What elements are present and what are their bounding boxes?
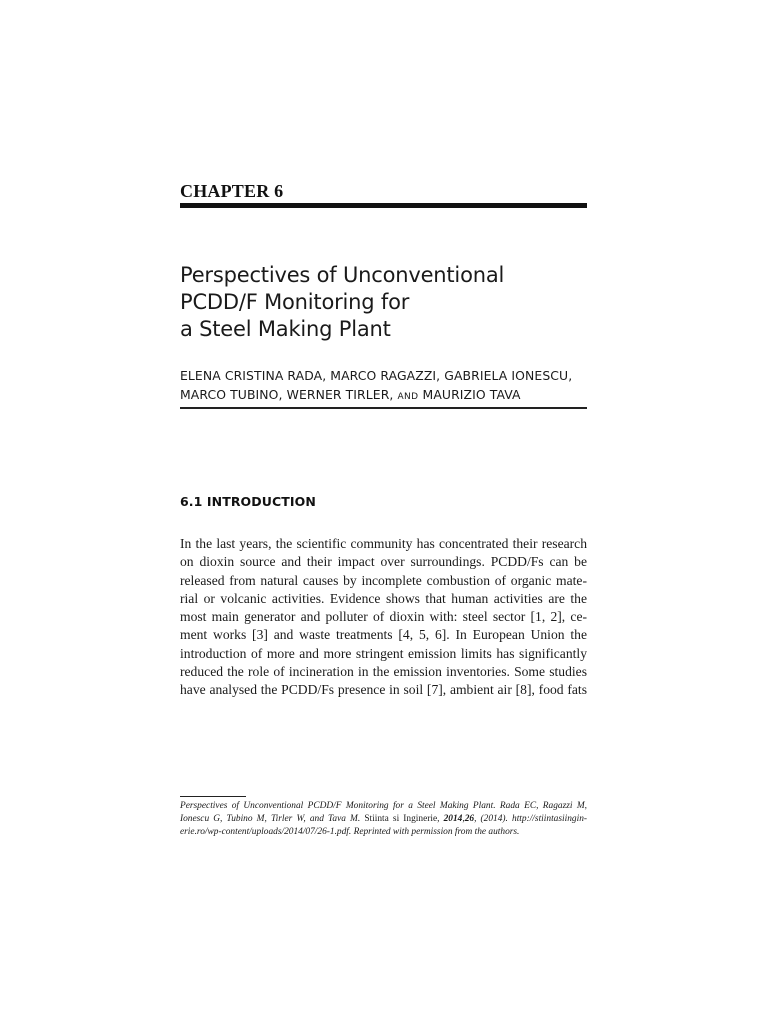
footnote-line-3: erie.ro/wp-content/uploads/2014/07/26-1.pdf. Reprinted with permission from the authors. [180, 827, 520, 837]
footnote-volume: 26 [464, 814, 475, 824]
footnote-url-start: , (2014). http://stiintasiingin- [474, 814, 588, 824]
chapter-label: CHAPTER 6 [180, 181, 284, 201]
chapter-title-line-2: PCDD/F Monitoring for [180, 290, 410, 314]
author-line-2 [180, 385, 587, 407]
author-conjunction: AND [397, 392, 419, 402]
footnote [180, 800, 587, 839]
chapter-title-line-3: a Steel Making Plant [180, 317, 391, 341]
document-page [180, 0, 587, 1024]
footnote-journal: Stiinta si Inginerie, [360, 814, 444, 824]
footnote-comma: , [462, 814, 465, 824]
paragraph-line: have analysed the PCDD/Fs presence in soil [7], ambient air [8], food fats [180, 682, 587, 698]
paragraph-line: released from natural causes by incomplete combustion of organic mate- [180, 572, 587, 588]
footnote-line-1: Perspectives of Unconventional PCDD/F Monitoring for a Steel Making Plant. Rada EC, Ragazzi M, [180, 801, 587, 811]
authors-rule [180, 407, 587, 409]
author-line-2-end: MAURIZIO TAVA [418, 387, 521, 402]
paragraph-line: most main generator and polluter of dioxin with: steel sector [1, 2], ce- [180, 609, 587, 625]
section-heading: 6.1 INTRODUCTION [180, 494, 316, 509]
body-paragraph [180, 535, 587, 700]
chapter-title [180, 262, 587, 343]
paragraph-line: ment works [3] and waste treatments [4, 5, 6]. In European Union the [180, 627, 587, 643]
footnote-rule [180, 796, 246, 797]
paragraph-line: In the last years, the scientific community has concentrated their research [180, 536, 587, 551]
paragraph-line: rial or volcanic activities. Evidence shows that human activities are the [180, 590, 587, 606]
paragraph-line: introduction of more and more stringent emission limits has significantly [180, 645, 587, 661]
paragraph-line: on dioxin source and their impact over surroundings. PCDD/Fs can be [180, 554, 587, 570]
chapter-rule [180, 203, 587, 208]
author-line-2-start: MARCO TUBINO, WERNER TIRLER, [180, 387, 398, 402]
chapter-title-line-1: Perspectives of Unconventional [180, 263, 505, 287]
footnote-authors: Ionescu G, Tubino M, Tirler W, and Tava M. [180, 814, 361, 824]
paragraph-line: reduced the role of incineration in the emission inventories. Some studies [180, 664, 587, 680]
author-list [180, 366, 587, 407]
footnote-line-2 [180, 813, 587, 826]
author-line-1: ELENA CRISTINA RADA, MARCO RAGAZZI, GABRIELA IONESCU, [180, 368, 573, 383]
footnote-year: 2014 [443, 814, 463, 824]
